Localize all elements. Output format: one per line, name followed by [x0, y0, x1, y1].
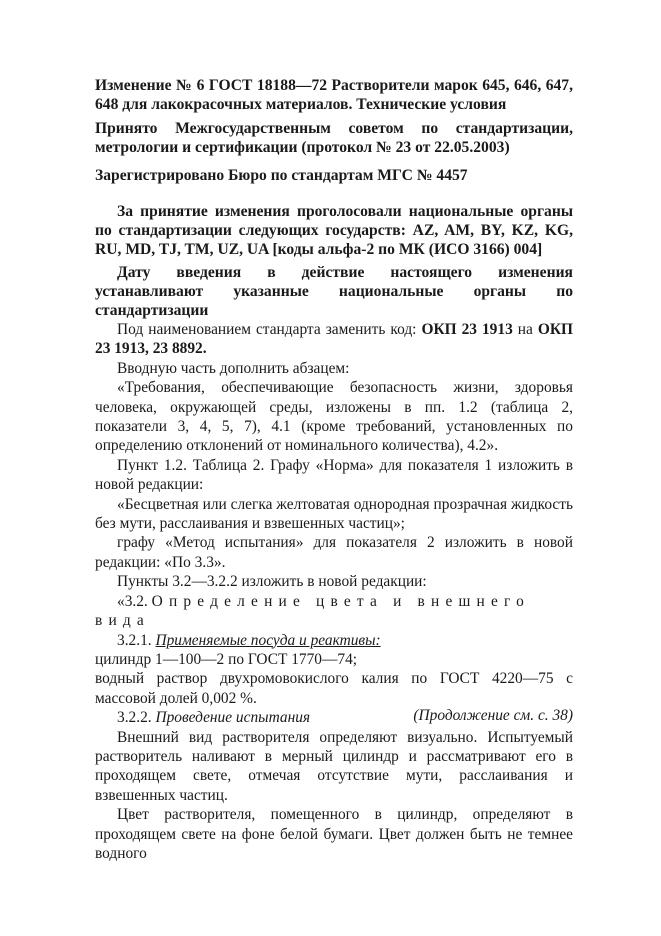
effective-date-paragraph: Дату введения в действие настоящего изменения устанавливают указанные национальные органы по стандартизации — [95, 264, 573, 319]
code-connector: на — [512, 321, 538, 338]
section-3-2-2-number: 3.2.2. — [117, 709, 156, 727]
new-code: ОКП 23 1913, 23 8892. — [95, 321, 573, 358]
test-method-paragraph: графу «Метод испытания» для показателя 2 изложить в новой редакции: «По 3.3». — [95, 534, 573, 571]
votes-paragraph: За принятие изменения проголосовали национальные органы по стандартизации следующих государств: AZ, AM, BY, KZ, KG, RU, MD, TJ, TM, UZ, UA [коды альфа-2 по МК (ИСО 3166) 004] — [95, 203, 573, 258]
old-code: ОКП 23 1913 — [421, 321, 513, 338]
section-3-2-title: Определение цвета и внешнего вида — [95, 592, 531, 630]
code-text: Под наименованием стандарта заменить код: — [117, 321, 422, 338]
reagent-item: водный раствор двухромовокислого калия по ГОСТ 4220—75 с массовой долей 0,002 %. — [95, 670, 573, 707]
section-3-2-2-title: Проведение испытания — [155, 709, 311, 727]
item-1-2-paragraph: Пункт 1.2. Таблица 2. Графу «Норма» для показателя 1 изложить в новой редакции: — [95, 456, 573, 494]
norm-text-paragraph: «Бесцветная или слегка желтоватая однородная прозрачная жидкость без мути, расслаивания и взвешенных частиц»; — [95, 495, 573, 533]
adoption-note: Принято Межгосударственным советом по стандартизации, метрологии и сертификации (протокол № 23 от 22.05.2003) — [95, 120, 573, 156]
cylinder-item: цилиндр 1—100—2 по ГОСТ 1770—74; — [95, 650, 358, 668]
intro-add-paragraph: Вводную часть дополнить абзацем: — [117, 359, 350, 377]
items-3-2-paragraph: Пункты 3.2—3.2.2 изложить в новой редакции: — [117, 573, 427, 591]
appearance-paragraph: Внешний вид растворителя определяют визуально. Испытуемый растворитель наливают в мерный цилиндр и рассматривают его в проходящем свете, отмечая отсутствие мути, расслаивания и взвешенных частиц. — [95, 728, 573, 804]
code-paragraph — [95, 320, 573, 359]
section-3-2-1-number: 3.2.1. — [117, 631, 156, 649]
continuation-note: (Продолжение см. с. 38) — [413, 707, 573, 724]
registration-note: Зарегистрировано Бюро по стандартам МГС № 4457 — [95, 167, 468, 184]
section-3-2-1-title: Применяемые посуда и реактивы: — [155, 631, 381, 649]
section-3-2-1-heading — [95, 631, 573, 650]
section-3-2-number: «3.2. — [117, 592, 152, 610]
color-paragraph: Цвет растворителя, помещенного в цилиндр, определяют в проходящем свете на фоне белой бумаги. Цвет должен быть не темнее водного — [95, 806, 573, 862]
section-3-2-heading — [95, 592, 573, 631]
amendment-title: Изменение № 6 ГОСТ 18188—72 Растворители марок 645, 646, 647, 648 для лакокрасочных материалов. Технические условия — [95, 77, 573, 113]
safety-requirements-paragraph: «Требования, обеспечивающие безопасность жизни, здоровья человека, окружающей среды, изложены в пп. 1.2 (таблица 2, показатели 3, 4, 5, 7), 4.1 (кроме требований, установленных по определению отклонений от номинального количества), 4.2». — [95, 379, 573, 455]
document-page — [95, 76, 573, 863]
